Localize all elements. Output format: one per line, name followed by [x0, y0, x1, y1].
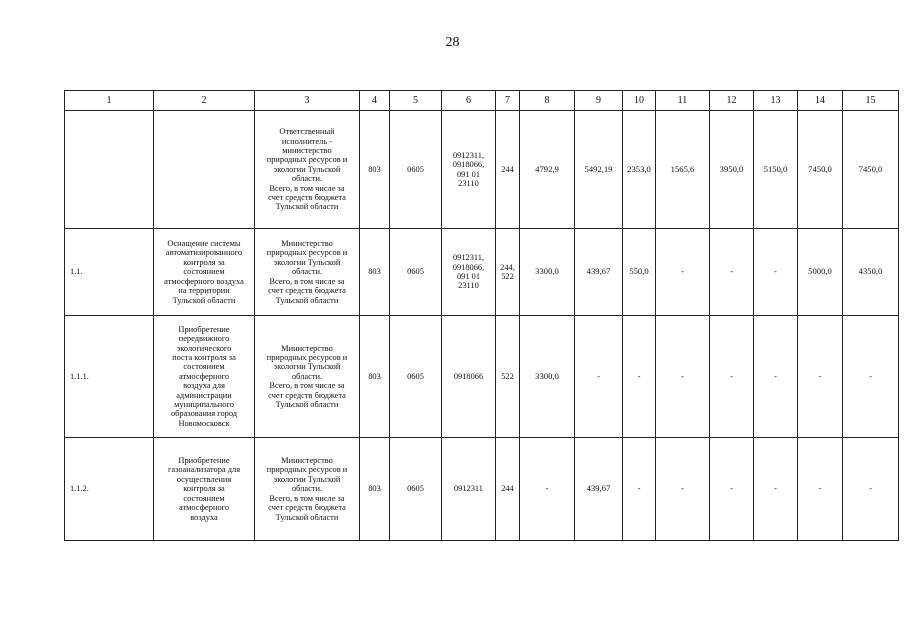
code-cell: 0912311, 0918066, 091 01 23110: [442, 111, 496, 229]
column-header: 15: [843, 91, 899, 111]
value-cell: -: [710, 438, 754, 541]
value-cell: -: [623, 438, 656, 541]
column-header: 11: [656, 91, 710, 111]
table-row: [65, 111, 899, 229]
column-header: 3: [255, 91, 360, 111]
value-cell: 3300,0: [520, 229, 575, 316]
executor-cell: Министерство природных ресурсов и экологии Тульской области. Всего, в том числе за счет средств бюджета Тульской области: [255, 438, 360, 541]
column-header: 6: [442, 91, 496, 111]
executor-cell: Ответственный исполнитель - министерство природных ресурсов и экологии Тульской области. Всего, в том числе за счет средств бюджета Тульской области: [255, 111, 360, 229]
measure-name: Оснащение системы автоматизированного контроля за состоянием атмосферного воздуха на территории Тульской области: [154, 229, 255, 316]
value-cell: 4792,9: [520, 111, 575, 229]
column-header: 4: [360, 91, 390, 111]
value-cell: 4350,0: [843, 229, 899, 316]
value-cell: 5150,0: [754, 111, 798, 229]
value-cell: -: [520, 438, 575, 541]
value-cell: -: [656, 316, 710, 438]
page-number: 28: [445, 35, 460, 50]
row-number: 1.1.1.: [65, 316, 154, 438]
column-header: 1: [65, 91, 154, 111]
column-header: 8: [520, 91, 575, 111]
executor-cell: Министерство природных ресурсов и экологии Тульской области. Всего, в том числе за счет средств бюджета Тульской области: [255, 316, 360, 438]
value-cell: 7450,0: [843, 111, 899, 229]
value-cell: 439,67: [575, 438, 623, 541]
value-cell: -: [798, 438, 843, 541]
value-cell: 7450,0: [798, 111, 843, 229]
value-cell: -: [710, 316, 754, 438]
value-cell: -: [710, 229, 754, 316]
code-cell: 0605: [390, 111, 442, 229]
code-cell: 803: [360, 438, 390, 541]
budget-table: [64, 90, 899, 541]
column-header: 10: [623, 91, 656, 111]
column-header: 14: [798, 91, 843, 111]
code-cell: 0912311, 0918066, 091 01 23110: [442, 229, 496, 316]
value-cell: 439,67: [575, 229, 623, 316]
row-number: 1.1.2.: [65, 438, 154, 541]
code-cell: 0605: [390, 438, 442, 541]
code-cell: 0605: [390, 229, 442, 316]
value-cell: -: [754, 438, 798, 541]
value-cell: -: [843, 316, 899, 438]
code-cell: 803: [360, 316, 390, 438]
column-header: 2: [154, 91, 255, 111]
value-cell: 5492,19: [575, 111, 623, 229]
value-cell: -: [798, 316, 843, 438]
code-cell: 0918066: [442, 316, 496, 438]
row-number: [65, 111, 154, 229]
executor-cell: Министерство природных ресурсов и экологии Тульской области. Всего, в том числе за счет средств бюджета Тульской области: [255, 229, 360, 316]
row-number: 1.1.: [65, 229, 154, 316]
code-cell: 244, 522: [496, 229, 520, 316]
measure-name: [154, 111, 255, 229]
code-cell: 244: [496, 438, 520, 541]
table-header-row: [65, 91, 899, 111]
value-cell: -: [575, 316, 623, 438]
value-cell: 1565,6: [656, 111, 710, 229]
value-cell: 550,0: [623, 229, 656, 316]
value-cell: 5000,0: [798, 229, 843, 316]
table-row: [65, 316, 899, 438]
column-header: 12: [710, 91, 754, 111]
column-header: 13: [754, 91, 798, 111]
measure-name: Приобретение передвижного экологического поста контроля за состоянием атмосферного воздуха для администрации муниципального образования город Новомосковск: [154, 316, 255, 438]
measure-name: Приобретение газоанализатора для осуществления контроля за состоянием атмосферного воздуха: [154, 438, 255, 541]
value-cell: -: [843, 438, 899, 541]
code-cell: 0605: [390, 316, 442, 438]
value-cell: 3300,0: [520, 316, 575, 438]
value-cell: -: [656, 438, 710, 541]
table-row: [65, 438, 899, 541]
column-header: 5: [390, 91, 442, 111]
column-header: 9: [575, 91, 623, 111]
column-header: 7: [496, 91, 520, 111]
table-row: [65, 229, 899, 316]
value-cell: -: [656, 229, 710, 316]
value-cell: -: [754, 229, 798, 316]
value-cell: -: [623, 316, 656, 438]
value-cell: -: [754, 316, 798, 438]
code-cell: 0912311: [442, 438, 496, 541]
code-cell: 803: [360, 111, 390, 229]
code-cell: 803: [360, 229, 390, 316]
value-cell: 2353,0: [623, 111, 656, 229]
code-cell: 244: [496, 111, 520, 229]
value-cell: 3950,0: [710, 111, 754, 229]
code-cell: 522: [496, 316, 520, 438]
